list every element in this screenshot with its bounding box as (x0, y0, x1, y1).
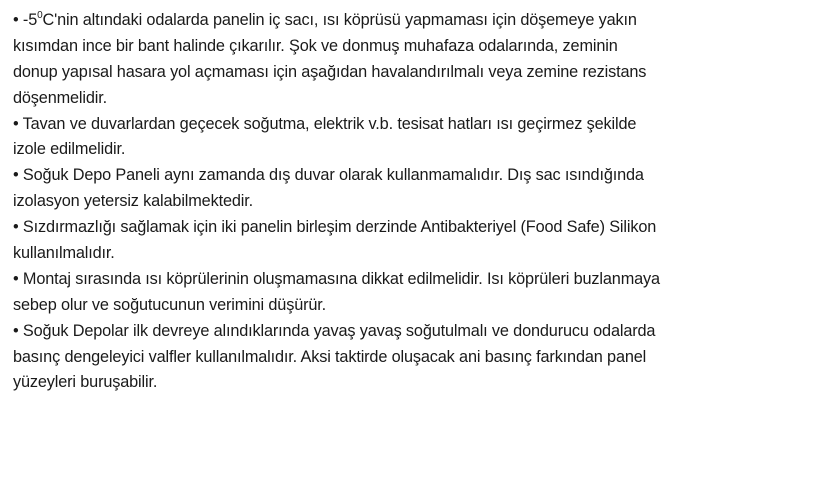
text-line-12: sebep olur ve soğutucunun verimini düşürür. (13, 295, 327, 314)
text-line-1 (13, 8, 825, 34)
text-line-7: • Soğuk Depo Paneli aynı zamanda dış duvar olarak kullanmamalıdır. Dış sac ısındığında (13, 166, 644, 185)
text-line-3: donup yapısal hasara yol açmaması için aşağıdan havalandırılmalı veya zemine rezistans (13, 62, 647, 81)
degree-superscript: 0 (37, 9, 43, 21)
text-line-1-start: • -5 (13, 11, 38, 29)
text-line-5: • Tavan ve duvarlardan geçecek soğutma, elektrik v.b. tesisat hatları ısı geçirmez şekilde (13, 114, 637, 133)
text-line-10: kullanılmalıdır. (13, 244, 115, 263)
text-line-13: • Soğuk Depolar ilk devreye alındıklarında yavaş yavaş soğutulmalı ve dondurucu odalarda (13, 321, 656, 340)
text-line-8: izolasyon yetersiz kalabilmektedir. (13, 192, 253, 211)
text-line-11: • Montaj sırasında ısı köprülerinin oluşmamasına dikkat edilmelidir. Isı köprüleri buzlanmaya (13, 269, 660, 288)
text-line-1-end: C'nin altındaki odalarda panelin iç sacı, ısı köprüsü yapmaması için döşemeye yakın (42, 11, 637, 29)
text-line-14: basınç dengeleyici valfler kullanılmalıdır. Aksi taktirde oluşacak ani basınç farkından panel (13, 347, 647, 366)
text-line-6: izole edilmelidir. (13, 140, 126, 159)
text-line-2: kısımdan ince bir bant halinde çıkarılır. Şok ve donmuş muhafaza odalarında, zeminin (13, 36, 618, 55)
text-line-4: döşenmelidir. (13, 88, 107, 107)
document-body (13, 8, 825, 396)
text-line-9: • Sızdırmazlığı sağlamak için iki panelin birleşim derzinde Antibakteriyel (Food Safe) Silikon (13, 218, 657, 237)
text-line-15: yüzeyleri buruşabilir. (13, 373, 158, 392)
